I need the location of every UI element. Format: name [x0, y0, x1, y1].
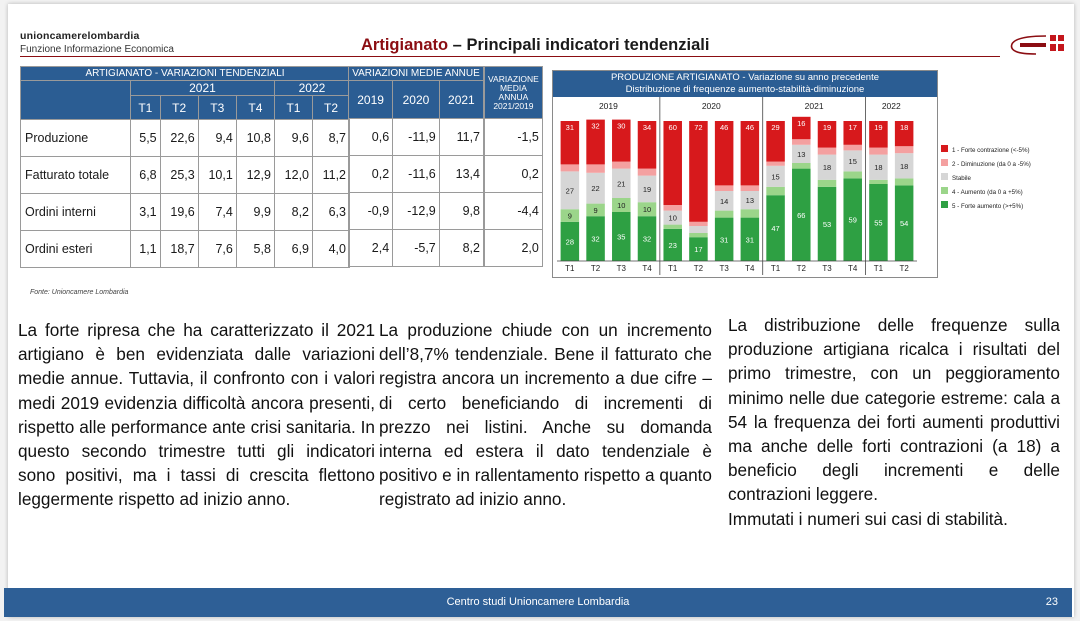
- x-tick-label: T3: [719, 264, 729, 273]
- cell: -4,4: [485, 193, 543, 230]
- table-row: [21, 120, 350, 157]
- year-group-label: 2019: [598, 101, 618, 111]
- cell: -1,5: [485, 119, 543, 156]
- data-label: 15: [771, 172, 780, 182]
- year-header: 2021: [131, 81, 275, 96]
- chart-header: [553, 71, 937, 97]
- data-label: 10: [668, 213, 677, 223]
- text-column-3: [728, 313, 1060, 531]
- bar-segment: [689, 121, 708, 222]
- chart-plot: [553, 97, 937, 277]
- x-tick-label: T2: [693, 264, 704, 273]
- bar-segment: [612, 162, 631, 169]
- data-label: 23: [668, 240, 677, 250]
- bar-segment: [792, 163, 811, 169]
- x-tick-label: T2: [590, 264, 601, 273]
- slide: [8, 4, 1074, 617]
- cell: 6,3: [313, 194, 350, 231]
- row-label: Produzione: [21, 120, 131, 157]
- legend-swatch: [941, 159, 948, 166]
- quarter-header: T1: [274, 96, 312, 120]
- cell: 9,6: [274, 120, 312, 157]
- cell: 6,8: [131, 157, 161, 194]
- data-label: 59: [848, 215, 857, 225]
- data-label: 32: [591, 121, 600, 131]
- bar-segment: [843, 145, 862, 151]
- year-group-label: 2021: [804, 101, 824, 111]
- year-header: 2020: [393, 81, 440, 119]
- chart-title: PRODUZIONE ARTIGIANATO - Variazione su anno precedente: [610, 72, 880, 83]
- data-label: 46: [719, 123, 729, 132]
- data-label: 55: [874, 218, 883, 228]
- table-row: [349, 156, 484, 193]
- bar-segment: [586, 164, 605, 172]
- data-label: 32: [642, 234, 652, 244]
- legend-swatch: [941, 201, 948, 208]
- table-title: VARIAZIONI MEDIE ANNUE: [349, 67, 484, 81]
- bar-segment: [663, 225, 682, 229]
- data-label: 54: [899, 219, 909, 229]
- quarter-header: T1: [131, 96, 161, 120]
- data-label: 18: [899, 161, 909, 171]
- table-row: [349, 193, 484, 230]
- legend-label: 1 - Forte contrazione (<-5%): [952, 147, 1030, 154]
- cell: 22,6: [160, 120, 198, 157]
- data-label: 14: [719, 196, 729, 206]
- cell: -0,9: [349, 193, 393, 230]
- data-label: 32: [591, 234, 600, 244]
- cell: 9,9: [236, 194, 274, 231]
- bar-segment: [663, 205, 682, 211]
- data-label: 15: [848, 156, 857, 166]
- data-label: 13: [797, 149, 806, 159]
- data-label: 17: [848, 123, 857, 132]
- cell: -12,9: [393, 193, 440, 230]
- title-rest: Principali indicatori tendenziali: [466, 36, 710, 54]
- table-row: [485, 230, 543, 267]
- cell: 3,1: [131, 194, 161, 231]
- table-row: [349, 230, 484, 267]
- title-line: VARIAZIONE: [488, 73, 539, 84]
- cell: 0,6: [349, 119, 393, 156]
- data-label: 18: [899, 123, 909, 132]
- page-number: 23: [1045, 596, 1058, 608]
- cell: -11,9: [393, 119, 440, 156]
- cell: 11,7: [439, 119, 483, 156]
- x-tick-label: T1: [873, 264, 884, 273]
- bar-segment: [689, 226, 708, 233]
- data-label: 31: [745, 235, 755, 245]
- cell: 7,4: [198, 194, 236, 231]
- bar-segment: [638, 169, 657, 176]
- table-row: [21, 231, 350, 268]
- bar-segment: [895, 178, 914, 185]
- data-label: 34: [642, 123, 652, 132]
- cell: 8,7: [313, 120, 350, 157]
- production-distribution-chart: [552, 70, 1031, 278]
- chart-subtitle: Distribuzione di frequenze aumento-stabilità-diminuzione: [625, 84, 865, 95]
- quarter-header: T2: [160, 96, 198, 120]
- table-title: ARTIGIANATO - VARIAZIONI TENDENZIALI: [21, 67, 350, 81]
- data-label: 31: [719, 235, 729, 245]
- row-label: Fatturato totale: [21, 157, 131, 194]
- cell: -11,6: [393, 156, 440, 193]
- table-row: [21, 157, 350, 194]
- cell: 8,2: [274, 194, 312, 231]
- table-row: [485, 193, 543, 230]
- year-header: 2021: [439, 81, 483, 119]
- text-column-3-para: La distribuzione delle frequenze sulla produzione artigiana ricalca i risultati del primo trimestre, con un peggioramento minimo nelle due categorie estreme: cala a 54 la frequenza dei forti aumenti produttivi ma anche delle forti contrazioni (a 18) a beneficio degli incrementi e delle contrazioni leggere.: [728, 315, 1060, 505]
- title-line: MEDIA: [499, 82, 527, 93]
- x-tick-label: T4: [642, 264, 652, 273]
- data-label: 27: [565, 186, 575, 196]
- legend-swatch: [941, 187, 948, 194]
- table-variazioni-medie-annue: [348, 66, 484, 267]
- cell: 9,4: [198, 120, 236, 157]
- row-label: Ordini esteri: [21, 231, 131, 268]
- cell: 13,4: [439, 156, 483, 193]
- x-tick-label: T3: [616, 264, 626, 273]
- data-label: 60: [668, 123, 677, 132]
- data-label: 17: [694, 245, 703, 255]
- bar-segment: [741, 209, 760, 217]
- data-label: 66: [797, 210, 806, 220]
- brand-subtitle: Funzione Informazione Economica: [20, 44, 174, 55]
- cell: 0,2: [485, 156, 543, 193]
- data-label: 21: [617, 179, 626, 189]
- title-line: ANNUA: [498, 91, 529, 102]
- brand-logo-text: unioncamerelombardia: [20, 30, 140, 42]
- title-main: Artigianato: [361, 36, 449, 54]
- x-tick-label: T1: [565, 264, 575, 273]
- text-column-2: La produzione chiude con un incremento dell’8,7% tendenziale. Bene il fatturato che registra ancora un incremento a due cifre – di certo beneficiando di incrementi di prezzo nei listini. Anche su domanda interna ed estera il dato tendenziale è positivo e in rallentamento rispetto a quanto registrato ad inizio anno.: [379, 320, 712, 510]
- text-column-1: La forte ripresa che ha caratterizzato il 2021 artigiano è ben evidenziata dalle variazioni medie annue. Tuttavia, il confronto con i valori medi 2019 evidenzia difficoltà ancora presenti, rispetto alle performance ante crisi sanitaria. In questo secondo trimestre tutti gli indicatori sono positivi, ma i tassi di crescita flettono leggermente rispetto ad inizio anno.: [18, 320, 375, 510]
- cell: 4,0: [313, 231, 350, 268]
- cell: 11,2: [313, 157, 350, 194]
- cell: 12,0: [274, 157, 312, 194]
- title-sep: –: [448, 36, 467, 54]
- source-note: Fonte: Unioncamere Lombardia: [30, 289, 129, 296]
- unioncamere-logo-icon: [1006, 32, 1072, 58]
- header-rule: [20, 56, 1000, 57]
- data-label: 30: [617, 121, 626, 131]
- quarter-header: T4: [236, 96, 274, 120]
- legend-swatch: [941, 145, 948, 152]
- cell: 25,3: [160, 157, 198, 194]
- cell: 0,2: [349, 156, 393, 193]
- legend-label: 4 - Aumento (da 0 a +5%): [952, 189, 1023, 196]
- data-label: 9: [593, 205, 598, 215]
- bar-segment: [869, 148, 888, 155]
- data-label: 19: [642, 184, 652, 194]
- bar-segment: [869, 180, 888, 184]
- table-row: [21, 194, 350, 231]
- cell: 12,9: [236, 157, 274, 194]
- legend-label: Stabile: [952, 175, 971, 182]
- data-label: 10: [642, 205, 652, 215]
- x-tick-label: T1: [770, 264, 781, 273]
- data-label: 46: [745, 123, 755, 132]
- bar-segment: [689, 222, 708, 226]
- data-label: 10: [617, 201, 626, 210]
- bar-segment: [715, 211, 734, 218]
- legend-swatch: [941, 173, 948, 180]
- data-label: 35: [617, 232, 626, 242]
- year-group-label: 2022: [881, 101, 901, 111]
- bar-segment: [741, 185, 760, 191]
- page-title: [361, 36, 709, 55]
- cell: 10,8: [236, 120, 274, 157]
- data-label: 29: [771, 123, 780, 132]
- data-label: 31: [565, 123, 575, 132]
- footer-bar: [4, 588, 1072, 617]
- table-title: [485, 67, 543, 119]
- cell: 5,5: [131, 120, 161, 157]
- year-header: 2022: [274, 81, 349, 96]
- title-period: 2021/2019: [493, 100, 534, 111]
- table-row: [485, 156, 543, 193]
- bar-segment: [843, 171, 862, 178]
- text-column-3-last: Immutati i numeri sui casi di stabilità.: [728, 508, 1008, 529]
- data-label: 18: [874, 163, 883, 173]
- data-label: 19: [874, 123, 883, 132]
- cell: -5,7: [393, 230, 440, 267]
- x-tick-label: T4: [848, 264, 858, 273]
- bar-segment: [895, 146, 914, 153]
- cell: 1,1: [131, 231, 161, 268]
- bar-segment: [792, 139, 811, 145]
- row-label: Ordini interni: [21, 194, 131, 231]
- table-row: [485, 119, 543, 156]
- bar-segment: [561, 164, 580, 171]
- year-header: 2019: [349, 81, 393, 119]
- data-label: 22: [591, 184, 600, 194]
- data-label: 16: [797, 118, 806, 128]
- x-tick-label: T1: [668, 264, 678, 273]
- data-label: 28: [565, 237, 575, 247]
- data-label: 19: [822, 123, 832, 132]
- footer-text: Centro studi Unioncamere Lombardia: [446, 596, 630, 608]
- bar-segment: [715, 185, 734, 191]
- chart-legend: [939, 141, 1049, 221]
- data-label: 72: [694, 123, 703, 132]
- legend-label: 2 - Diminuzione (da 0 a -5%): [952, 161, 1031, 168]
- data-label: 18: [822, 163, 832, 173]
- cell: 6,9: [274, 231, 312, 268]
- table-variazione-media-2021-2019: [484, 66, 543, 267]
- cell: 10,1: [198, 157, 236, 194]
- cell: 2,4: [349, 230, 393, 267]
- bar-segment: [818, 180, 837, 187]
- x-tick-label: T2: [899, 264, 909, 273]
- bar-segment: [663, 121, 682, 205]
- data-label: 9: [567, 211, 572, 221]
- cell: 5,8: [236, 231, 274, 268]
- bar-segment: [766, 162, 785, 166]
- cell: 8,2: [439, 230, 483, 267]
- cell: 2,0: [485, 230, 543, 267]
- cell: 18,7: [160, 231, 198, 268]
- x-tick-label: T4: [745, 264, 755, 273]
- year-group-label: 2020: [701, 101, 721, 111]
- bar-segment: [818, 148, 837, 155]
- legend-label: 5 - Forte aumento (>+5%): [952, 203, 1024, 210]
- x-tick-label: T2: [796, 264, 806, 273]
- data-label: 53: [822, 219, 832, 229]
- cell: 9,8: [439, 193, 483, 230]
- table-row: [349, 119, 484, 156]
- table-variazioni-tendenziali: [20, 66, 350, 268]
- bar-segment: [766, 187, 785, 195]
- bar-segment: [689, 233, 708, 237]
- quarter-header: T3: [198, 96, 236, 120]
- x-tick-label: T3: [822, 264, 832, 273]
- data-label: 47: [771, 224, 780, 234]
- quarter-header: T2: [313, 96, 350, 120]
- cell: 19,6: [160, 194, 198, 231]
- table-corner: [21, 81, 131, 120]
- cell: 7,6: [198, 231, 236, 268]
- data-label: 13: [745, 196, 755, 206]
